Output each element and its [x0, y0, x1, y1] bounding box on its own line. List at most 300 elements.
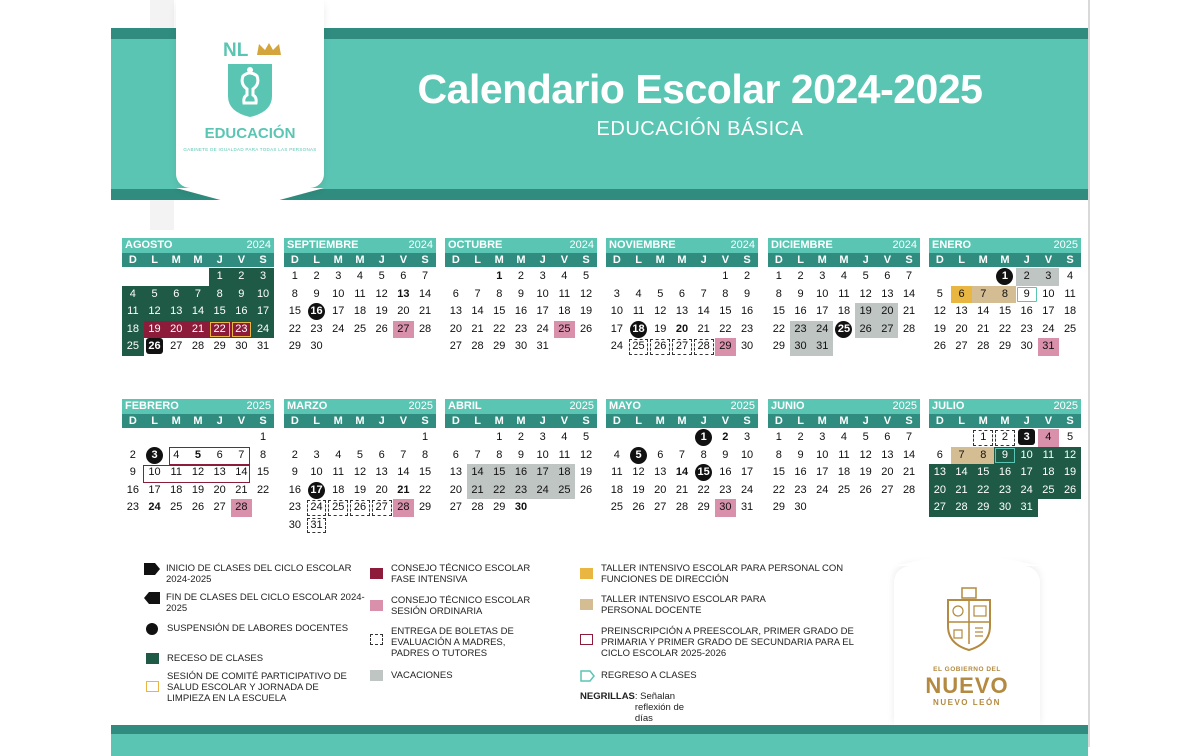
day-cell: 13 [881, 287, 894, 300]
day-cell: 2 [797, 270, 804, 282]
day-cell: 13 [881, 448, 894, 461]
day-cell: 31 [536, 340, 549, 352]
month-junio [768, 399, 920, 517]
day-grid [122, 268, 274, 356]
day-grid [445, 268, 597, 356]
day-cell: 25 [170, 501, 183, 513]
month-abril [445, 399, 597, 517]
day-cell: 16 [306, 303, 328, 321]
day-cell: 28 [902, 322, 916, 335]
weekday-label: L [958, 415, 965, 427]
weekday-label: L [474, 254, 481, 266]
day-cell: 9 [1016, 286, 1038, 304]
month-header [768, 238, 920, 253]
weekday-row [284, 414, 436, 428]
month-header [284, 399, 436, 414]
day-cell: 17 [610, 322, 623, 335]
legend-pre [580, 626, 856, 659]
empty-day [209, 429, 231, 447]
day-cell: 30 [235, 340, 248, 352]
day-cell: 22 [972, 482, 994, 500]
day-cell: 1 [994, 268, 1016, 286]
day-cell: 30 [994, 499, 1016, 517]
day-cell: 5 [356, 448, 364, 461]
day-cell: 24 [332, 322, 345, 335]
government-logo-tab [894, 566, 1040, 726]
weekday-label: D [128, 254, 137, 266]
day-cell: 2 [994, 429, 1016, 447]
day-cell: 16 [740, 305, 754, 317]
weekday-label: M [1000, 254, 1010, 266]
month-header [445, 399, 597, 414]
logo-nl-text: NL [223, 40, 249, 61]
weekday-label: D [935, 415, 944, 427]
day-cell: 22 [772, 322, 785, 335]
day-grid [445, 429, 597, 517]
day-grid [929, 268, 1081, 356]
weekday-label: V [1044, 415, 1053, 427]
month-agosto [122, 238, 274, 356]
day-cell: 6 [678, 287, 686, 300]
day-cell: 22 [998, 322, 1012, 335]
weekday-label: M [355, 415, 365, 427]
day-cell: 2 [1016, 268, 1038, 286]
weekday-label: L [635, 415, 642, 427]
empty-day [371, 429, 393, 447]
day-cell: 2 [291, 448, 298, 461]
day-cell: 4 [173, 448, 180, 461]
page-title: Calendario Escolar 2024-2025 [417, 66, 983, 112]
legend-receso-label: RECESO DE CLASES [167, 653, 264, 664]
day-cell: 20 [213, 483, 226, 496]
day-cell: 27 [449, 340, 462, 352]
weekday-label: V [237, 254, 246, 266]
education-logo-tab [176, 0, 324, 188]
day-cell: 27 [955, 340, 968, 352]
weekday-label: L [313, 254, 320, 266]
month-year: 2025 [1053, 400, 1078, 412]
day-cell: 19 [191, 483, 205, 496]
month-year: 2025 [569, 400, 594, 412]
weekday-label: S [905, 254, 913, 266]
day-cell: 5 [583, 431, 590, 443]
day-cell: 13 [165, 303, 187, 321]
day-cell: 26 [579, 322, 593, 335]
weekday-label: M [516, 254, 526, 266]
month-year: 2025 [246, 400, 271, 412]
day-cell: 27 [654, 501, 667, 513]
empty-day [671, 429, 693, 447]
day-cell: 20 [375, 483, 388, 496]
day-cell: 8 [496, 448, 503, 461]
day-cell: 9 [517, 287, 525, 300]
weekday-label: S [582, 254, 590, 266]
day-cell: 10 [310, 466, 323, 478]
day-cell: 11 [632, 305, 645, 317]
day-cell: 23 [310, 322, 323, 335]
month-marzo [284, 399, 436, 534]
day-cell: 20 [449, 322, 462, 335]
legend-comite [146, 671, 347, 704]
month-header [445, 238, 597, 253]
weekday-label: L [313, 415, 320, 427]
cte-o-swatch [370, 600, 383, 611]
day-cell: 13 [955, 305, 968, 317]
day-cell: 12 [353, 466, 367, 478]
weekday-label: D [128, 415, 137, 427]
day-cell: 2 [517, 270, 525, 282]
day-cell: 5 [144, 286, 166, 304]
month-header [122, 399, 274, 414]
day-cell: 23 [514, 322, 528, 335]
day-cell: 25 [554, 482, 576, 500]
empty-day [144, 429, 166, 447]
day-grid [606, 268, 758, 356]
day-cell: 13 [397, 287, 410, 300]
vac-swatch [370, 670, 383, 681]
day-cell: 12 [191, 466, 205, 478]
weekday-label: L [151, 415, 158, 427]
day-cell: 12 [654, 305, 667, 317]
gov-line-1: EL GOBIERNO DEL [933, 666, 1001, 673]
legend-cte-o-label: CONSEJO TÉCNICO ESCOLAR SESIÓN ORDINARIA [391, 595, 531, 617]
day-cell: 23 [740, 322, 754, 335]
day-cell: 21 [675, 483, 689, 496]
weekday-label: J [1023, 415, 1030, 427]
day-cell: 11 [1064, 287, 1076, 300]
day-cell: 6 [936, 448, 943, 461]
day-cell: 11 [1038, 447, 1060, 465]
month-header [929, 238, 1081, 253]
day-cell: 19 [1059, 464, 1081, 482]
day-cell: 18 [353, 305, 367, 317]
day-cell: 21 [397, 483, 410, 496]
weekday-row [929, 414, 1081, 428]
weekday-label: M [333, 254, 343, 266]
legend-taller-d-label: TALLER INTENSIVO ESCOLAR PARA PERSONAL CON FUNCIONES DE DIRECCIÓN [601, 563, 844, 585]
day-cell: 19 [855, 303, 877, 321]
month-year: 2024 [408, 239, 433, 251]
day-cell: 16 [719, 466, 732, 478]
day-cell: 21 [467, 482, 489, 500]
day-cell: 7 [422, 270, 429, 282]
day-grid [768, 429, 920, 517]
day-cell: 21 [977, 322, 990, 335]
day-cell: 5 [657, 287, 664, 300]
day-cell: 27 [170, 340, 183, 352]
day-cell: 10 [332, 287, 345, 300]
day-cell: 20 [955, 322, 968, 335]
weekday-label: M [655, 415, 665, 427]
weekday-label: V [237, 415, 246, 427]
day-cell: 5 [194, 448, 202, 461]
day-grid [929, 429, 1081, 517]
day-cell: 1 [693, 429, 715, 447]
weekday-label: M [333, 415, 343, 427]
day-cell: 12 [859, 448, 872, 461]
day-cell: 9 [129, 466, 136, 478]
weekday-label: M [839, 415, 849, 427]
empty-day [467, 268, 489, 286]
day-cell: 15 [288, 305, 301, 317]
day-cell: 12 [859, 287, 872, 300]
day-cell: 27 [449, 501, 462, 513]
day-cell: 9 [313, 287, 320, 300]
empty-day [165, 429, 187, 447]
day-cell: 3 [335, 270, 342, 282]
day-cell: 16 [288, 483, 301, 496]
month-year: 2024 [246, 239, 271, 251]
day-cell: 24 [816, 483, 829, 496]
day-cell: 8 [700, 448, 707, 461]
weekday-label: M [817, 415, 827, 427]
day-cell: 26 [375, 322, 388, 335]
day-cell: 27 [213, 501, 226, 513]
weekday-label: L [797, 254, 804, 266]
day-cell: 8 [972, 447, 994, 465]
day-grid [768, 268, 920, 356]
day-grid [284, 429, 436, 534]
weekday-label: D [451, 415, 460, 427]
day-cell: 6 [165, 286, 187, 304]
day-cell: 1 [422, 431, 429, 443]
day-cell: 9 [797, 287, 804, 300]
day-cell: 25 [327, 499, 349, 517]
empty-day [649, 268, 671, 286]
day-cell: 15 [488, 464, 510, 482]
month-year: 2024 [892, 239, 917, 251]
day-cell: 4 [840, 270, 848, 282]
day-cell: 16 [514, 305, 528, 317]
day-cell: 22 [719, 322, 732, 335]
day-cell: 17 [532, 464, 554, 482]
weekday-label: V [560, 415, 569, 427]
day-cell: 23 [994, 482, 1016, 500]
day-cell: 21 [235, 483, 248, 496]
day-cell: 18 [170, 483, 183, 496]
day-cell: 4 [561, 270, 568, 282]
month-name: SEPTIEMBRE [287, 239, 359, 251]
day-cell: 6 [951, 286, 973, 304]
education-shield-icon [226, 62, 274, 118]
day-cell: 20 [929, 482, 951, 500]
day-cell: 19 [632, 483, 645, 496]
legend-susp [146, 623, 377, 635]
month-header [929, 399, 1081, 414]
day-cell: 6 [452, 287, 459, 300]
day-cell: 8 [775, 448, 782, 461]
day-cell: 16 [994, 464, 1016, 482]
weekday-label: M [817, 254, 827, 266]
empty-day [187, 268, 209, 286]
empty-day [929, 268, 951, 286]
day-cell: 11 [122, 303, 144, 321]
weekday-label: M [978, 254, 988, 266]
day-cell: 5 [1067, 431, 1074, 443]
inicio-marker-icon [144, 563, 160, 575]
day-cell: 4 [561, 431, 568, 443]
day-cell: 17 [252, 303, 274, 321]
day-cell: 21 [951, 482, 973, 500]
day-cell: 24 [306, 499, 328, 517]
month-year: 2024 [569, 239, 594, 251]
day-cell: 31 [740, 501, 754, 513]
day-cell: 3 [1016, 429, 1038, 447]
day-cell: 31 [1038, 338, 1060, 356]
day-cell: 9 [291, 466, 298, 478]
day-cell: 4 [1067, 270, 1074, 282]
empty-day [929, 429, 951, 447]
weekday-label: D [935, 254, 944, 266]
month-name: MARZO [287, 400, 328, 412]
empty-day [467, 429, 489, 447]
day-cell: 2 [231, 268, 253, 286]
day-cell: 26 [855, 321, 877, 339]
day-cell: 13 [675, 305, 689, 317]
day-cell: 8 [994, 286, 1016, 304]
day-grid [606, 429, 758, 517]
day-cell: 7 [906, 270, 913, 282]
month-header [606, 399, 758, 414]
weekday-label: M [677, 254, 687, 266]
day-cell: 23 [288, 501, 301, 513]
day-cell: 6 [884, 431, 891, 443]
day-cell: 20 [675, 322, 689, 335]
weekday-label: J [216, 254, 223, 266]
day-cell: 9 [517, 448, 525, 461]
day-cell: 24 [1016, 482, 1038, 500]
month-year: 2025 [1053, 239, 1078, 251]
day-cell: 6 [452, 448, 459, 461]
weekday-label: J [862, 254, 869, 266]
day-cell: 11 [558, 287, 571, 300]
susp-marker-icon [146, 623, 158, 635]
weekday-label: J [378, 415, 385, 427]
day-cell: 24 [740, 483, 754, 496]
weekday-label: V [399, 254, 408, 266]
day-cell: 21 [902, 466, 916, 478]
day-cell: 23 [510, 482, 532, 500]
day-cell: 10 [252, 286, 274, 304]
weekday-label: V [883, 254, 892, 266]
cte-i-swatch [370, 568, 383, 579]
month-octubre [445, 238, 597, 356]
coat-of-arms-icon [942, 586, 996, 652]
weekday-label: J [700, 254, 707, 266]
day-cell: 21 [697, 322, 710, 335]
boleta-swatch [370, 634, 383, 645]
weekday-label: S [1066, 254, 1074, 266]
weekday-label: D [451, 254, 460, 266]
day-cell: 26 [649, 338, 671, 356]
weekday-label: J [216, 415, 223, 427]
empty-day [951, 429, 973, 447]
weekday-label: M [494, 254, 504, 266]
weekday-row [606, 414, 758, 428]
day-cell: 3 [144, 447, 166, 465]
day-cell: 16 [794, 305, 807, 317]
day-cell: 24 [252, 321, 274, 339]
day-cell: 10 [816, 448, 829, 461]
day-cell: 13 [375, 466, 388, 478]
month-name: FEBRERO [125, 400, 179, 412]
day-cell: 14 [902, 287, 916, 300]
day-cell: 15 [209, 303, 231, 321]
day-cell: 22 [288, 322, 301, 335]
day-cell: 15 [256, 466, 270, 478]
day-cell: 7 [238, 448, 245, 461]
weekday-label: V [721, 415, 730, 427]
day-cell: 10 [816, 287, 829, 300]
preinscription-box [169, 447, 250, 465]
weekday-label: S [259, 254, 267, 266]
day-cell: 10 [536, 287, 549, 300]
logo-tagline: GABINETE DE IGUALDAD PARA TODAS LAS PERSONAS [183, 147, 317, 152]
day-cell: 5 [862, 431, 869, 443]
day-cell: 29 [418, 501, 432, 513]
weekday-label: V [721, 254, 730, 266]
day-cell: 31 [1016, 499, 1038, 517]
day-cell: 20 [165, 321, 187, 339]
day-cell: 4 [356, 270, 364, 282]
regreso-marker-icon [580, 670, 595, 682]
day-cell: 30 [310, 340, 323, 352]
day-cell: 20 [881, 466, 894, 478]
day-cell: 7 [187, 286, 209, 304]
day-cell: 31 [811, 338, 833, 356]
day-cell: 12 [632, 466, 645, 478]
comite-swatch [146, 681, 159, 692]
day-cell: 29 [972, 499, 994, 517]
weekday-label: S [1066, 415, 1074, 427]
weekday-label: M [355, 254, 365, 266]
day-cell: 6 [400, 270, 407, 282]
legend-susp-label: SUSPENSIÓN DE LABORES DOCENTES [167, 623, 349, 634]
day-cell: 2 [129, 448, 136, 461]
day-cell: 21 [471, 322, 484, 335]
preinscription-box [143, 465, 250, 483]
day-cell: 4 [122, 286, 144, 304]
day-cell: 12 [579, 448, 593, 461]
day-cell: 24 [811, 321, 833, 339]
day-cell: 6 [657, 448, 664, 461]
day-cell: 7 [700, 287, 707, 300]
day-cell: 15 [493, 305, 506, 317]
day-cell: 24 [1042, 322, 1055, 335]
day-cell: 16 [510, 464, 532, 482]
weekday-label: S [259, 415, 267, 427]
day-cell: 8 [260, 448, 267, 461]
weekday-label: L [797, 415, 804, 427]
weekday-label: M [1000, 415, 1010, 427]
day-cell: 19 [353, 483, 367, 496]
weekday-label: S [421, 254, 429, 266]
day-cell: 1 [496, 270, 503, 282]
day-cell: 9 [231, 286, 253, 304]
day-cell: 14 [902, 448, 916, 461]
day-cell: 14 [697, 305, 710, 317]
weekday-label: D [774, 254, 783, 266]
day-cell: 27 [371, 499, 393, 517]
day-cell: 22 [697, 483, 710, 496]
day-cell: 17 [816, 466, 829, 478]
day-cell: 11 [332, 466, 344, 478]
day-cell: 22 [209, 321, 231, 339]
empty-day [671, 268, 693, 286]
weekday-label: V [1044, 254, 1053, 266]
day-cell: 25 [122, 338, 144, 356]
month-header [122, 238, 274, 253]
